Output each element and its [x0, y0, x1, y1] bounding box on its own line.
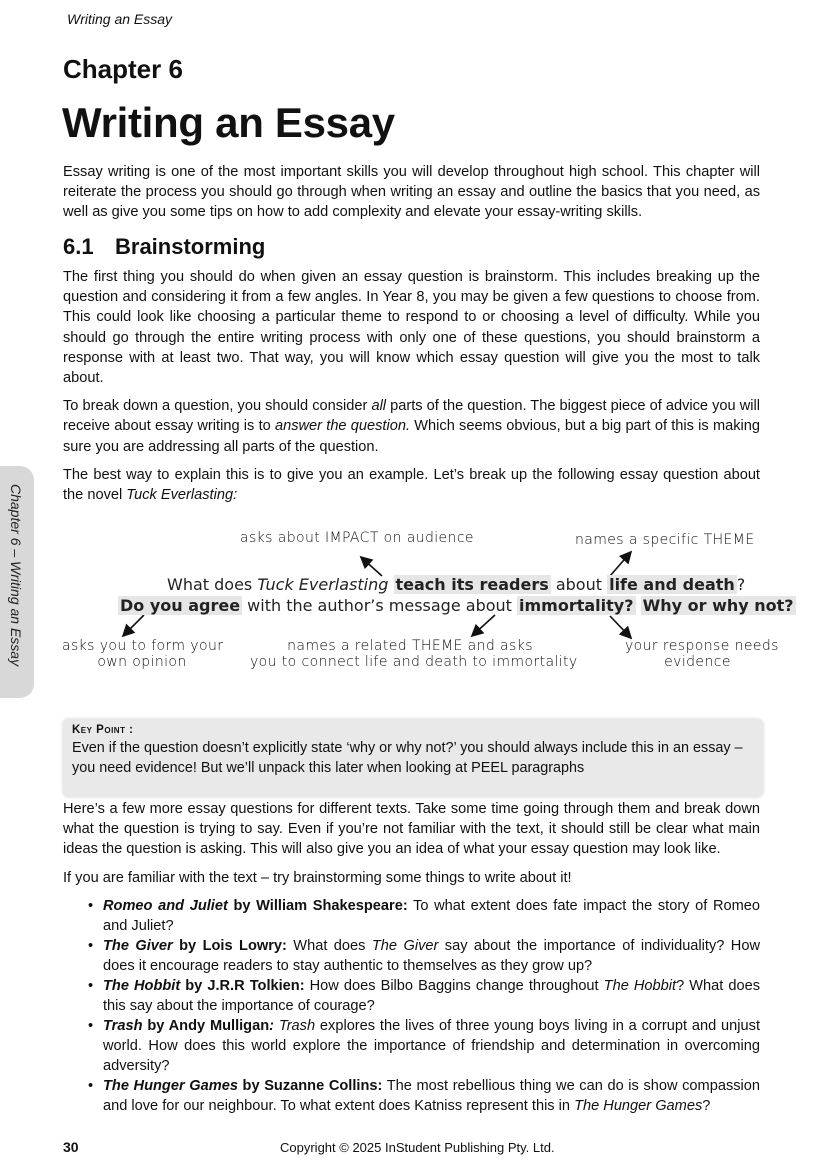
text: What does [167, 575, 258, 594]
text: evidence [664, 654, 731, 670]
text: ? [736, 575, 746, 594]
text: parts of the question. The biggest piece of advice you will receive about essay writing is to [63, 398, 760, 435]
highlight: life and death [609, 575, 735, 594]
section-heading [63, 234, 265, 260]
highlight: teach its readers [395, 575, 549, 594]
book-title: Romeo and Juliet [103, 898, 228, 914]
book-title: The Giver [103, 938, 173, 954]
question-text: What does [286, 938, 372, 954]
text: names a related THEME and asks [287, 638, 533, 654]
key-point-text: Even if the question doesn’t explicitly state ‘why or why not?’ you should always include this in an essay – you need evidence! But we’ll unpack this later when looking at PEEL paragraphs [72, 740, 743, 776]
question-text: explores the lives of three young boys living in a corrupt and unjust world. How does this world explore the importance of friendship and determination in overcoming adversity? [103, 1018, 760, 1074]
paragraph-2 [63, 396, 760, 457]
question-line-2 [118, 596, 796, 615]
highlight: immortality? [519, 596, 634, 615]
note-theme: names a specific THEME [575, 532, 755, 548]
question-text: The most rebellious thing we can do is show compassion and love for our neighbour. To what extent does Katniss represent this in [103, 1078, 761, 1114]
text: asks you to form your [62, 638, 224, 654]
list-item [85, 936, 760, 976]
section-body [63, 267, 760, 505]
author: by Suzanne Collins: [237, 1078, 383, 1094]
book-title: The Hunger Games [103, 1078, 238, 1094]
page-title: Writing an Essay [62, 99, 395, 146]
text: To break down a question, you should consider [63, 398, 372, 415]
text: your response needs [625, 638, 779, 654]
text: The best way to explain this is to give you an example. Let’s break up the following essay question about the novel [63, 466, 760, 504]
book-title: Trash [103, 1018, 143, 1034]
question-text: How does Bilbo Baggins change throughout [304, 978, 604, 994]
author: by William Shakespeare: [227, 898, 408, 914]
list-item [85, 1076, 760, 1116]
colon: : [269, 1018, 275, 1034]
more-questions-intro [63, 799, 760, 888]
question-text: ? What does this say about the importance of courage? [103, 978, 760, 1014]
question-text: ? [702, 1098, 711, 1114]
text [388, 575, 393, 594]
text: own opinion [97, 654, 187, 670]
note-opinion [62, 638, 222, 670]
section-title: Brainstorming [115, 234, 266, 259]
key-point-box [63, 719, 763, 797]
emphasis: The Hunger Games [574, 1098, 703, 1114]
paragraph: Here’s a few more essay questions for different texts. Take some time going through them and break down what the question is trying to say. Even if you’re not familiar with the text, it should still be clear what main ideas the question is asking. This will also give you an idea of what your essay question may look like. [63, 801, 760, 858]
question-line-1 [167, 575, 745, 594]
essay-question-list [85, 896, 760, 1116]
emphasis: The Hobbit [603, 978, 677, 994]
emphasis: The Giver [371, 938, 439, 954]
text: with the author’s message about [242, 596, 518, 615]
list-item [85, 1016, 760, 1076]
text [636, 596, 641, 615]
book-title: The Hobbit [103, 978, 181, 994]
highlight: Why or why not? [642, 596, 794, 615]
question-text: To what extent does fate impact the story of Romeo and Juliet? [103, 898, 760, 934]
emphasis: Trash [278, 1018, 316, 1034]
list-item [85, 976, 760, 1016]
chapter-side-tab [0, 466, 34, 698]
note-impact: asks about IMPACT on audience [240, 530, 474, 546]
question-text: say about the importance of individuality? How does it encourage readers to stay authentic to themselves as they grow up? [103, 938, 761, 974]
emphasis: all [371, 398, 387, 415]
text: Which seems obvious, but a big part of this is making sure you are addressing all parts of the question. [63, 418, 760, 455]
emphasis: Tuck Everlasting: [126, 487, 238, 504]
author: by J.R.R Tolkien: [180, 978, 305, 994]
side-tab-label: Chapter 6 – Writing an Essay [8, 484, 24, 667]
chapter-label: Chapter 6 [63, 54, 183, 84]
highlight: Do you agree [120, 596, 241, 615]
author: by Lois Lowry: [172, 938, 287, 954]
note-evidence [625, 638, 779, 670]
copyright-notice: Copyright © 2025 InStudent Publishing Pty. Ltd. [280, 1140, 555, 1155]
text: you to connect life and death to immortality [250, 654, 578, 670]
list-item [85, 896, 760, 936]
question-breakdown-diagram [50, 520, 794, 690]
note-related-theme [250, 638, 578, 670]
paragraph-3 [63, 465, 760, 505]
book-title: Tuck Everlasting [257, 575, 389, 594]
text: about [550, 575, 608, 594]
page-number: 30 [63, 1139, 79, 1155]
author: by Andy Mulligan [142, 1018, 270, 1034]
intro-paragraph [63, 162, 760, 223]
paragraph-1: The first thing you should do when given an essay question is brainstorm. This includes breaking up the question and considering it from a few angles. In Year 8, you may be given a few questions to choose from. This could look like choosing a particular theme to respond to or choosing a level of difficulty. While you should go through the entire writing process with only one of these questions, you should brainstorm a response with at least two. That way, you will know which essay question will give you the most to talk about. [63, 269, 760, 387]
section-number: 6.1 [63, 234, 94, 259]
paragraph: If you are familiar with the text – try brainstorming some things to write about it! [63, 869, 572, 886]
intro-text: Essay writing is one of the most important skills you will develop throughout high school. This chapter will reiterate the process you should go through when writing an essay and outline the basics that you need, as well as give you some tips on how to add complexity and elevate your essay-writing skills. [63, 164, 760, 221]
running-head: Writing an Essay [67, 11, 173, 27]
emphasis: answer the question. [274, 418, 411, 435]
key-point-title: Key Point : [72, 724, 134, 736]
